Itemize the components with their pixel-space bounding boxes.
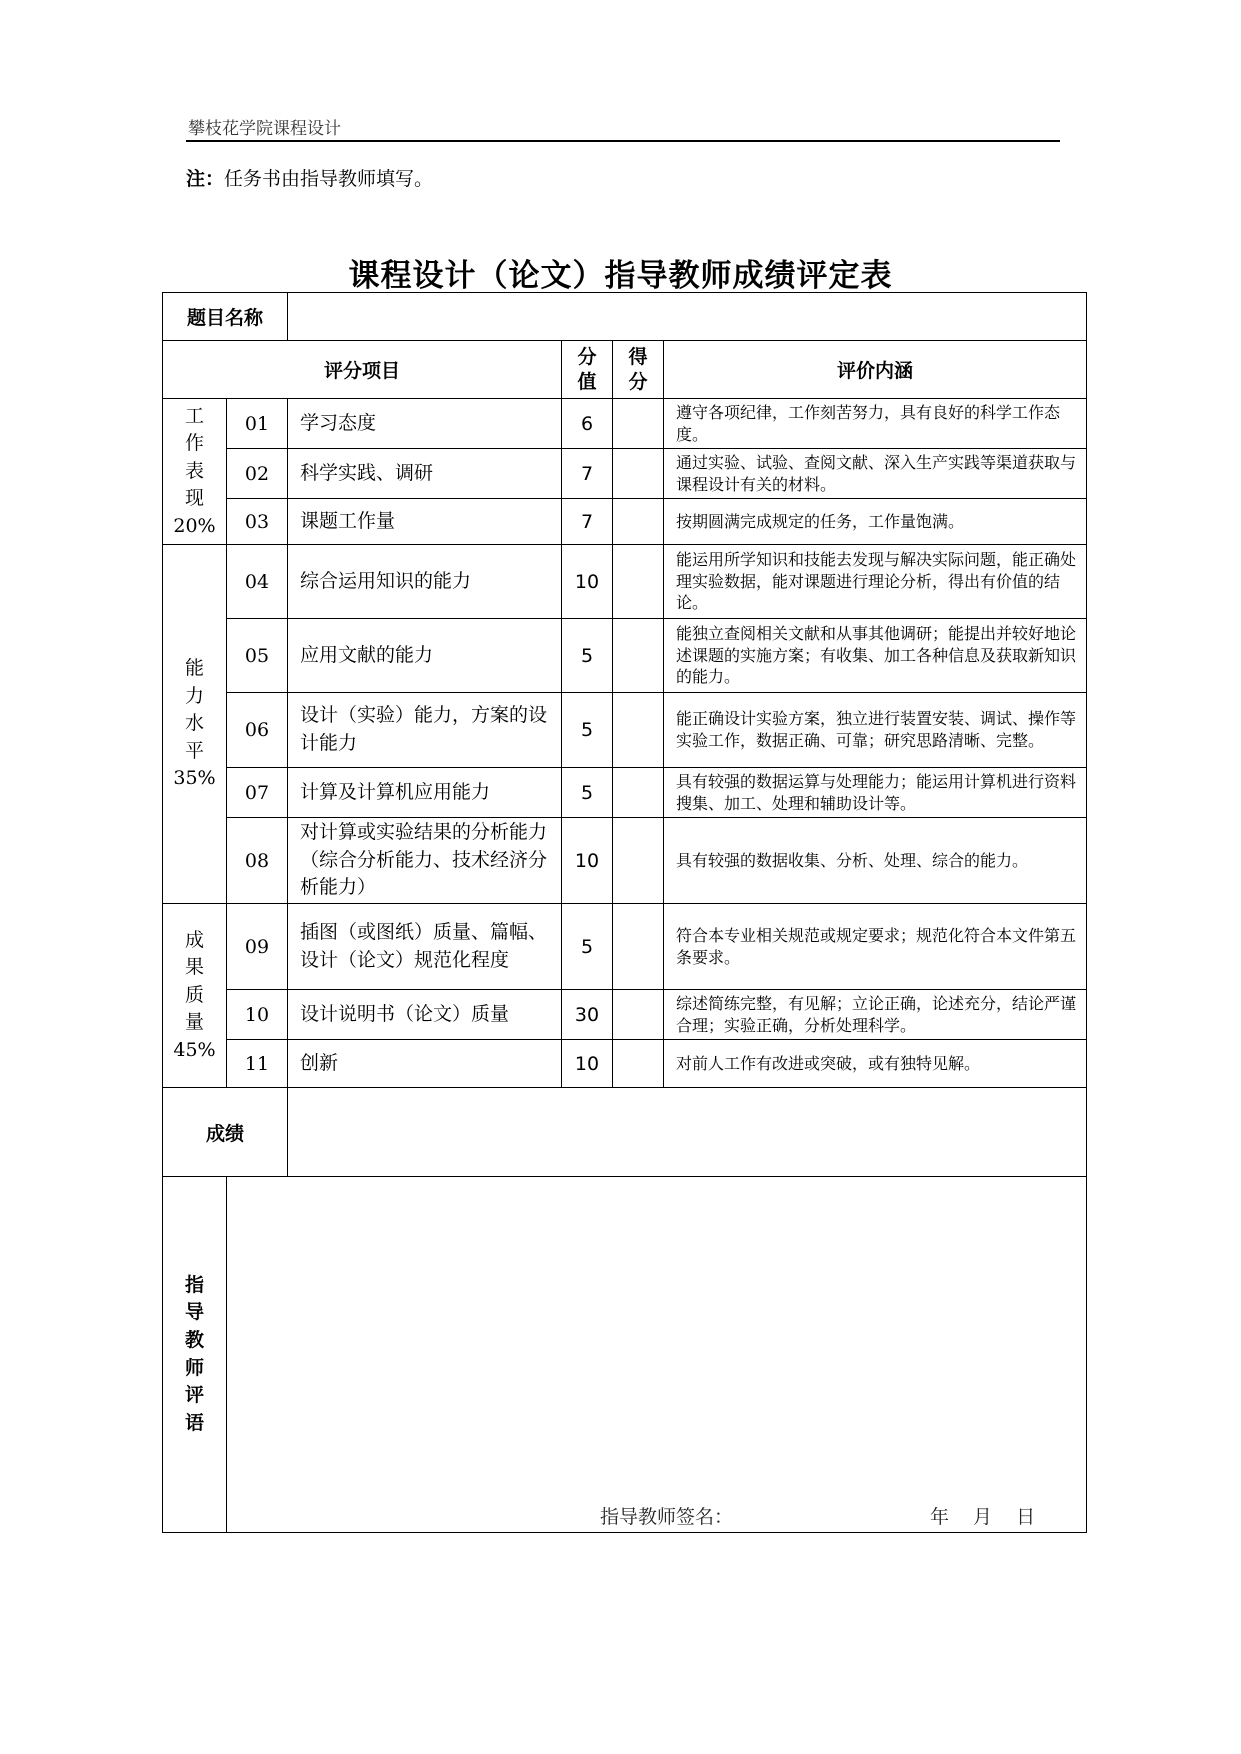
row-score-cell[interactable] [613,449,664,499]
note-label: 注： [186,168,225,190]
row-item: 设计说明书（论文）质量 [288,990,562,1040]
row-no: 06 [227,693,288,768]
row-desc: 能独立查阅相关文献和从事其他调研；能提出并较好地论述课题的实施方案；有收集、加工各种信息及获取新知识的能力。 [664,619,1087,693]
topic-value-cell[interactable] [288,293,1087,341]
row-no: 10 [227,990,288,1040]
row-no: 11 [227,1040,288,1088]
row-value: 7 [562,449,613,499]
group-label-quality: 成 果 质 量 45% [163,904,227,1088]
row-item: 课题工作量 [288,499,562,545]
header-rule [186,140,1060,142]
row-value: 5 [562,693,613,768]
row-value: 10 [562,1040,613,1088]
row-value: 5 [562,904,613,990]
row-no: 03 [227,499,288,545]
grade-label: 成绩 [163,1088,288,1177]
col-header-score: 得 分 [613,341,664,399]
row-desc: 通过实验、试验、查阅文献、深入生产实践等渠道获取与课程设计有关的材料。 [664,449,1087,499]
page-title: 课程设计（论文）指导教师成绩评定表 [348,258,893,294]
row-value: 10 [562,818,613,904]
group-label-ability: 能 力 水 平 35% [163,545,227,904]
row-item: 对计算或实验结果的分析能力（综合分析能力、技术经济分析能力） [288,818,562,904]
row-score-cell[interactable] [613,399,664,449]
row-no: 04 [227,545,288,619]
row-score-cell[interactable] [613,1040,664,1088]
row-value: 5 [562,768,613,818]
row-desc: 按期圆满完成规定的任务，工作量饱满。 [664,499,1087,545]
row-item: 创新 [288,1040,562,1088]
row-score-cell[interactable] [613,619,664,693]
comment-label: 指 导 教 师 评 语 [163,1177,227,1533]
row-score-cell[interactable] [613,499,664,545]
row-value: 5 [562,619,613,693]
group-label-work: 工 作 表 现 20% [163,399,227,545]
row-no: 07 [227,768,288,818]
note-text: 任务书由指导教师填写。 [224,168,434,190]
row-item: 应用文献的能力 [288,619,562,693]
row-desc: 对前人工作有改进或突破，或有独特见解。 [664,1040,1087,1088]
row-desc: 具有较强的数据收集、分析、处理、综合的能力。 [664,818,1087,904]
row-no: 05 [227,619,288,693]
row-no: 08 [227,818,288,904]
header-institution: 攀枝花学院课程设计 [188,119,341,139]
row-desc: 能正确设计实验方案，独立进行装置安装、调试、操作等实验工作，数据正确、可靠；研究思路清晰、完整。 [664,693,1087,768]
row-score-cell[interactable] [613,904,664,990]
row-item: 综合运用知识的能力 [288,545,562,619]
row-score-cell[interactable] [613,990,664,1040]
row-score-cell[interactable] [613,545,664,619]
signature-date: 年 月 日 [930,1506,1036,1528]
grade-value-cell[interactable] [288,1088,1087,1177]
row-item: 计算及计算机应用能力 [288,768,562,818]
col-header-desc: 评价内涵 [664,341,1087,399]
note [186,164,433,191]
topic-label: 题目名称 [163,293,288,341]
row-desc: 综述简练完整，有见解；立论正确，论述充分，结论严谨合理；实验正确，分析处理科学。 [664,990,1087,1040]
col-header-item: 评分项目 [163,341,562,399]
row-item: 科学实践、调研 [288,449,562,499]
comment-area[interactable] [227,1177,1087,1533]
row-item: 插图（或图纸）质量、篇幅、设计（论文）规范化程度 [288,904,562,990]
row-no: 01 [227,399,288,449]
row-no: 02 [227,449,288,499]
evaluation-table [162,292,1087,1533]
row-score-cell[interactable] [613,818,664,904]
row-desc: 能运用所学知识和技能去发现与解决实际问题，能正确处理实验数据，能对课题进行理论分析，得出有价值的结论。 [664,545,1087,619]
row-score-cell[interactable] [613,768,664,818]
row-desc: 符合本专业相关规范或规定要求；规范化符合本文件第五条要求。 [664,904,1087,990]
signature-label: 指导教师签名： [600,1506,734,1528]
row-item: 设计（实验）能力，方案的设计能力 [288,693,562,768]
row-item: 学习态度 [288,399,562,449]
col-header-value: 分 值 [562,341,613,399]
row-desc: 具有较强的数据运算与处理能力；能运用计算机进行资料搜集、加工、处理和辅助设计等。 [664,768,1087,818]
row-value: 30 [562,990,613,1040]
row-value: 10 [562,545,613,619]
row-desc: 遵守各项纪律，工作刻苦努力，具有良好的科学工作态度。 [664,399,1087,449]
row-score-cell[interactable] [613,693,664,768]
row-no: 09 [227,904,288,990]
row-value: 7 [562,499,613,545]
row-value: 6 [562,399,613,449]
